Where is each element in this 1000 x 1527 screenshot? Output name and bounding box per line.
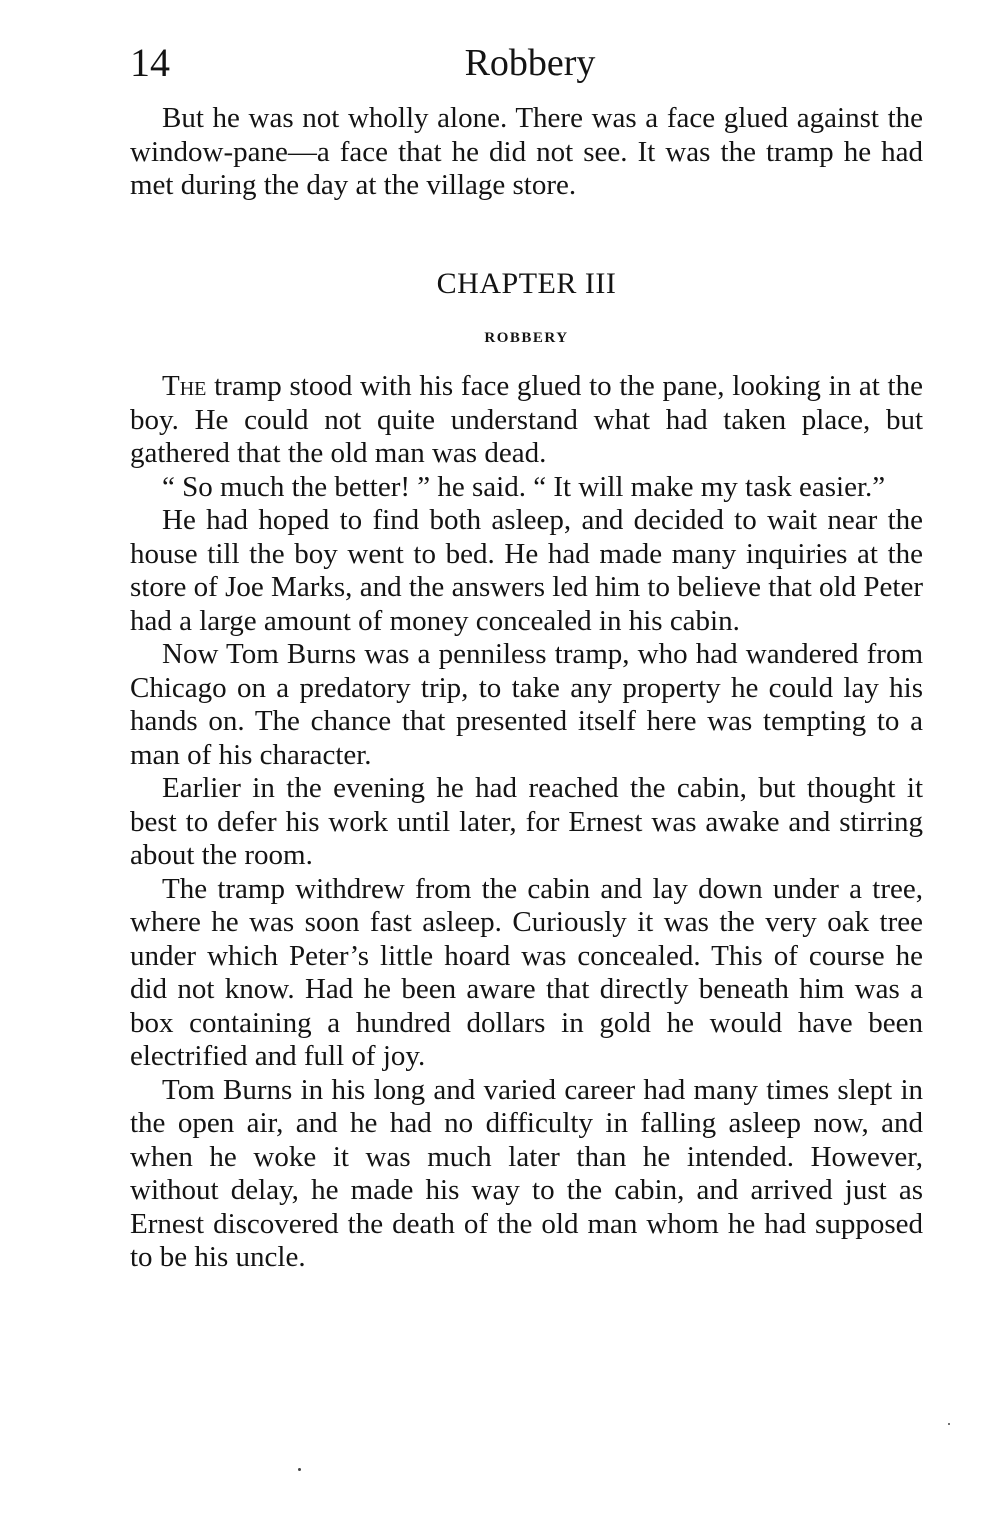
body-paragraph-2: “ So much the better! ” he said. “ It will make my task easier.” [162,470,886,503]
chapter-heading: CHAPTER III [436,267,617,300]
page-number: 14 [130,40,170,85]
body-paragraph-7: Tom Burns in his long and varied career had many times slept in the open air, and he had no difficulty in falling asleep now, and when he woke it was much later than he intended. However, without delay, he made his way to the cabin, and arrived just as Ernest discovered the death of the old man whom he had supposed to be his uncle. [130,1073,923,1273]
chapter-subtitle: ROBBERY [484,330,569,346]
body-paragraph-3: He had hoped to find both asleep, and decided to wait near the house till the boy went to bed. He had made many inquiries at the store of Joe Marks, and the answers led him to believe that old Peter had a large amount of money concealed in his cabin. [130,504,923,637]
body-paragraph-4: Now Tom Burns was a penniless tramp, who had wandered from Chicago on a predatory trip, to take any property he could lay his hands on. The chance that presented itself here was tempting to a man of his character. [130,638,923,771]
body-paragraph-5: Earlier in the evening he had reached the cabin, but thought it best to defer his work until later, for Ernest was awake and stirring about the room. [130,772,923,871]
paragraph-lead-word: The [162,370,207,402]
running-head [130,38,930,88]
paper-speck [298,1468,301,1471]
continuation-text-block [130,102,923,203]
running-title: Robbery [464,42,596,84]
body-paragraph-6: The tramp withdrew from the cabin and lay down under a tree, where he was soon fast asleep. Curiously it was the very oak tree under which Peter’s little hoard was concealed. This of course he did not know. Had he been aware that directly beneath him was a box containing a hundred dollars in gold he would have been electrified and full of joy. [130,872,923,1072]
body-paragraph-1 [130,370,923,471]
continuation-paragraph: But he was not wholly alone. There was a face glued against the window-pane—a face that he did not see. It was the tramp he had met during the day at the village store. [130,102,923,201]
paragraph-text: tramp stood with his face glued to the pane, looking in at the boy. He could not quite understand what had taken place, but gathered that the old man was dead. [130,370,923,469]
paper-speck [948,1423,950,1425]
chapter-body [130,370,923,1275]
